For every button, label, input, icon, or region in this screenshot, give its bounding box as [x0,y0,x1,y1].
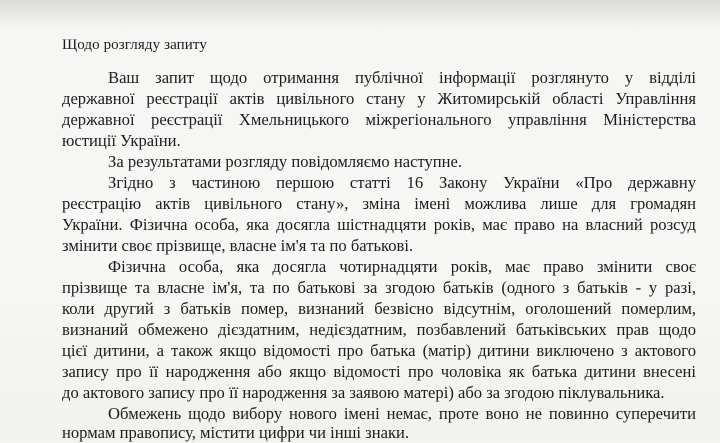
paragraph-line: змінити своє прізвище, власне ім'я та по батькові. [62,236,414,255]
paragraph-line: державної реєстрації Хмельницького міжрегіонального управління Міністерства [62,110,696,129]
paragraph-line: За результатами розгляду повідомляємо наступне. [108,152,463,171]
paragraph-line: цієї дитини, а також якщо відомості про батька (матір) дитини виключено з актового [62,341,696,360]
paragraph-line: коли другий з батьків помер, визнаний безвісно відсутнім, оголошений померлим, [62,299,696,318]
paragraph-line: до актового запису про її народження за заявою матері) або за згодою піклувальника. [62,383,665,402]
paragraph-line: прізвище та власне ім'я, та по батькові за згодою батьків (одного з батьків - у разі, [62,278,696,297]
paragraph-line: Ваш запит щодо отримання публічної інформації розглянуто у відділі [108,68,696,87]
paragraph-line: юстиції України. [62,131,181,150]
document-heading: Щодо розгляду запиту [62,37,207,53]
paragraph-line: Згідно з частиною першою статті 16 Закону України «Про державну [108,173,696,192]
paragraph-line: нормам правопису, містити цифри чи інші знаки. [62,423,410,442]
paragraph-line: реєстрацію актів цивільного стану», зміна імені можлива лише для громадян [62,194,696,213]
paragraph-line: Обмежень щодо вибору нового імені немає, проте воно не повинно суперечити [108,404,696,423]
paragraph-line: державної реєстрації актів цивільного стану у Житомирській області Управління [62,89,696,108]
paragraph-line: запису про її народження або якщо відомості про чоловіка як батька дитини внесені [62,362,696,381]
paragraph-line: України. Фізична особа, яка досягла шістнадцяти років, має право на власний розсуд [62,215,696,234]
scan-shadow [0,0,720,26]
paragraph-line: Фізична особа, яка досягла чотирнадцяти років, має право змінити своє [108,257,696,276]
paragraph-line: визнаний обмежено дієздатним, недієздатним, позбавлений батьківських прав щодо [62,320,696,339]
